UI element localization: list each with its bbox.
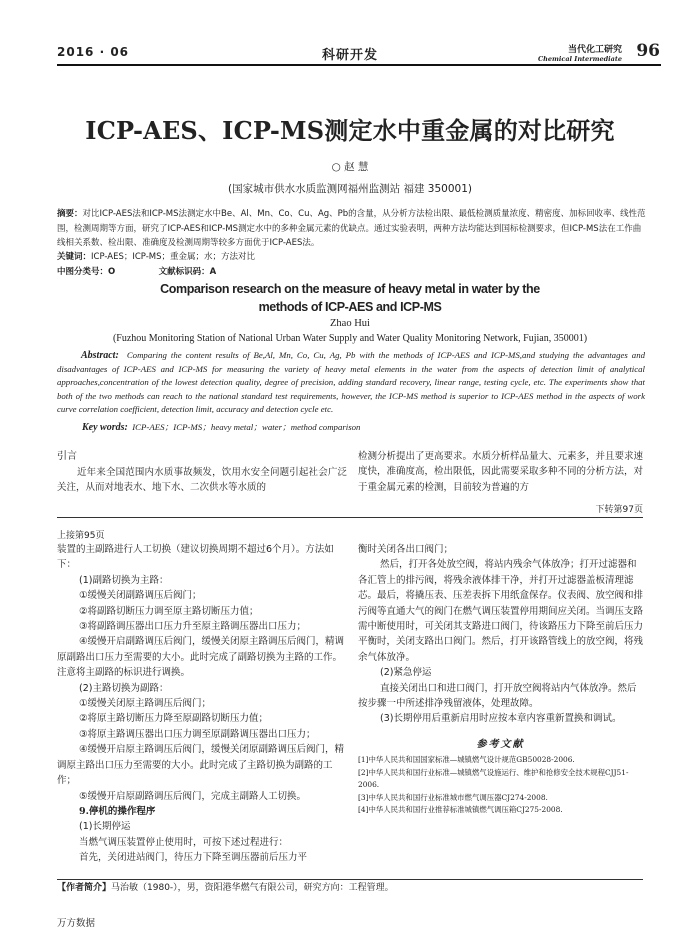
english-affiliation: (Fuzhou Monitoring Station of National Urban Water Supply and Water Quality Monitoring Network, Fujian, 350001)	[112, 333, 588, 344]
paragraph: (2)紧急停运	[380, 667, 432, 679]
paragraph: ⑤缓慢开启原副路调压后阀门，完成主副路人工切换。	[79, 790, 307, 802]
paragraph: 然后，打开各处放空阀，将站内残余气体放净；打开过滤器和各汇管上的排污阀，将残余液体排干净，并打开过滤器盖板清理滤芯。最后，将撬压表、压差表拆下用纸盒保存。仪表阀、放空阀和排污阀等直通大气的阀门在燃气调压装置停用期间应关闭。当调压支路需中断使用时，可关闭其支路进口阀门，待该路压力下降至前后压力平衡时，关闭支路出口阀门。然后，打开该路管线上的放空阀，将残余气体放净。	[358, 559, 644, 663]
paragraph: 装置的主副路进行人工切换（建议切换周期不超过6个月）。方法如下：	[57, 544, 334, 571]
abstract-cn-label: 摘要：	[57, 209, 83, 219]
english-title-line2: methods of ICP-AES and ICP-MS	[258, 300, 442, 314]
keywords-cn	[57, 250, 255, 262]
references-list	[358, 754, 643, 817]
intro-heading: 引言	[57, 451, 77, 462]
intro-left-text: 近年来全国范围内水质事故频发，饮用水安全问题引起社会广泛关注，从而对地表水、地下水、二次供水等水质的	[57, 467, 347, 494]
paragraph: ③将副路调压器出口压力升至原主路调压器出口压力；	[79, 621, 307, 633]
reference-item: [1]中华人民共和国国家标准—城镇燃气设计规范GB50028-2006.	[358, 755, 575, 765]
left-column	[57, 542, 347, 866]
page-number: 96	[636, 41, 660, 61]
doc-value: A	[209, 267, 217, 277]
english-author: Zhao Hui	[330, 318, 370, 329]
english-abstract: Abstract: Comparing the content results of Be,Al, Mn, Co, Cu, Ag, Pb with the methods of ICP-AES and ICP-MS,and studying the advantages and disadvantages of ICP-AES and ICP-MS for measuring the variety of heavy metal elements in the water from the aspects of detection limit of analytical approaches,concentration of the lowest detection quality, degree of precision, adding standard recovery, linear range, testing cycle, etc. The experiments show that both of the two methods can reach to the national standard test requirements, however, the ICP-MS method is superior to ICP-AES method in the aspects of work curve correlation coefficient, detection limit, accuracy and detection cycle etc.	[57, 350, 646, 415]
english-title	[0, 280, 700, 316]
paragraph: (1)副路切换为主路：	[79, 574, 169, 586]
author-bio-label: 【作者简介】	[57, 883, 112, 893]
abstract-cn-text: 对比ICP-AES法和ICP-MS法测定水中Be、Al、Mn、Co、Cu、Ag、Pb的含量，从分析方法检出限、最低检测质量浓度、精密度、加标回收率、线性范围，检测周期等方面，研究了ICP-AES和ICP-MS测定水中的多种金属元素的优缺点。通过实验表明，两种方法均能达到国标检测要求，但ICP-MS法在工作曲线相关系数、检出限、准确度及检测周期等较多方面优于ICP-AES法。	[57, 209, 646, 248]
reference-item: [4]中华人民共和国行业推荐标准城镇燃气调压箱CJ275-2008.	[358, 805, 563, 815]
keywords-cn-label: 关键词：	[57, 252, 92, 262]
paragraph: (3)长期停用后重新启用时应按本章内容重新置换和调试。	[380, 713, 622, 725]
continued-next-label: 下转第97页	[595, 505, 643, 515]
header-divider	[57, 64, 661, 66]
paragraph: 衡时关闭各出口阀门；	[358, 544, 454, 555]
paragraph: 当燃气调压装置停止使用时，可按下述过程进行：	[79, 836, 289, 848]
paragraph: ④缓慢开启原主路调压后阀门，缓慢关闭原副路调压后阀门，精调原主路出口压力至需要的大小。此时完成了主路切换为副路的工作；	[57, 744, 345, 787]
doc-label: 文献标识码：	[158, 267, 210, 277]
author-bio-text: 马治敏（1980-），男，资阳港华燃气有限公司，研究方向：工程管理。	[111, 883, 394, 893]
references-title: 参考文献	[476, 738, 525, 750]
continued-from-label: 上接第95页	[57, 531, 105, 541]
english-keywords: Key words: ICP-AES；ICP-MS；heavy metal；water；method comparison	[82, 422, 361, 433]
classification	[57, 265, 216, 277]
paragraph: 直接关闭出口和进口阀门，打开放空阀将站内气体放净。然后按步骤一中所述排净残留液体，处理故障。	[358, 682, 637, 710]
paragraph: ②将副路切断压力调至原主路切断压力值；	[79, 605, 259, 617]
english-keywords-text: ICP-AES；ICP-MS；heavy metal；water；method comparison	[132, 422, 361, 432]
reference-item: [2]中华人民共和国行业标准—城镇燃气设施运行、维护和抢修安全技术规程CJJ51-2006.	[358, 767, 629, 790]
article-author: ○ 赵 慧	[331, 161, 369, 173]
english-abstract-text: Comparing the content results of Be,Al, Mn, Co, Cu, Ag, Pb with the methods of ICP-AES and ICP-MS,and studying the advantages and disadvantages of ICP-AES and ICP-MS for measuring the variety of heavy metal elements in the water from the aspects of detection limit of analytical approaches,concentration of the lowest detection quality, degree of precision, adding standard recovery, linear range, testing cycle, etc. The experiments show that both of the two methods can reach to the national standard test requirements, however, the ICP-MS method is superior to ICP-AES method in the aspects of work curve correlation coefficient, detection limit, accuracy and detection cycle etc.	[57, 350, 646, 415]
right-column	[358, 542, 643, 817]
class-label: 中图分类号：	[57, 267, 109, 277]
issue-label: 2016 · 06	[57, 45, 130, 59]
article-title: ICP-AES、ICP-MS测定水中重金属的对比研究	[85, 116, 615, 145]
article-affiliation: (国家城市供水水质监测网福州监测站 福建 350001)	[228, 183, 472, 195]
author-bio	[57, 880, 394, 893]
journal-title-cn: 当代化工研究	[567, 45, 622, 55]
english-abstract-label: Abstract	[81, 350, 116, 361]
intro-right-text: 检测分析提出了更高要求。水质分析样品量大、元素多，并且要求速度快，准确度高，检出限低，因此需要采取多种不同的分析方法，对于重金属元素的检测，目前较为普遍的方	[358, 451, 644, 493]
paragraph: ④缓慢开启副路调压后阀门，缓慢关闭原主路调压后阀门，精调原副路出口压力至需要的大小。此时完成了副路切换为主路的工作。注意将主副路的标识进行调换。	[57, 636, 345, 679]
section-heading: 9.停机的操作程序	[79, 805, 156, 817]
paragraph: ①缓慢关闭副路调压后阀门；	[79, 590, 202, 602]
english-keywords-label: Key words	[82, 422, 125, 433]
paragraph: (2)主路切换为副路：	[79, 682, 169, 694]
paragraph: 首先，关闭进站阀门，待压力下降至调压器前后压力平	[79, 852, 308, 864]
abstract-cn	[57, 207, 647, 251]
section-label: 科研开发	[321, 48, 378, 63]
keywords-cn-text: ICP-AES；ICP-MS；重金属；水；方法对比	[91, 252, 256, 262]
paragraph: ①缓慢关闭原主路调压后阀门；	[79, 698, 212, 710]
paragraph: ③将原主路调压器出口压力调至原副路调压器出口压力；	[79, 728, 316, 740]
section-divider	[57, 517, 643, 518]
paragraph: (1)长期停运	[79, 821, 131, 833]
reference-item: [3]中华人民共和国行业标准城市燃气调压器CJ274-2008.	[358, 792, 548, 802]
journal-title-en: Chemical Intermediate	[538, 55, 622, 63]
paragraph: ②将原主路切断压力降至原副路切断压力值；	[79, 713, 269, 725]
class-value: O	[108, 267, 116, 277]
footer-source: 万方数据	[57, 918, 96, 929]
english-title-line1: Comparison research on the measure of heavy metal in water by the	[160, 282, 540, 296]
